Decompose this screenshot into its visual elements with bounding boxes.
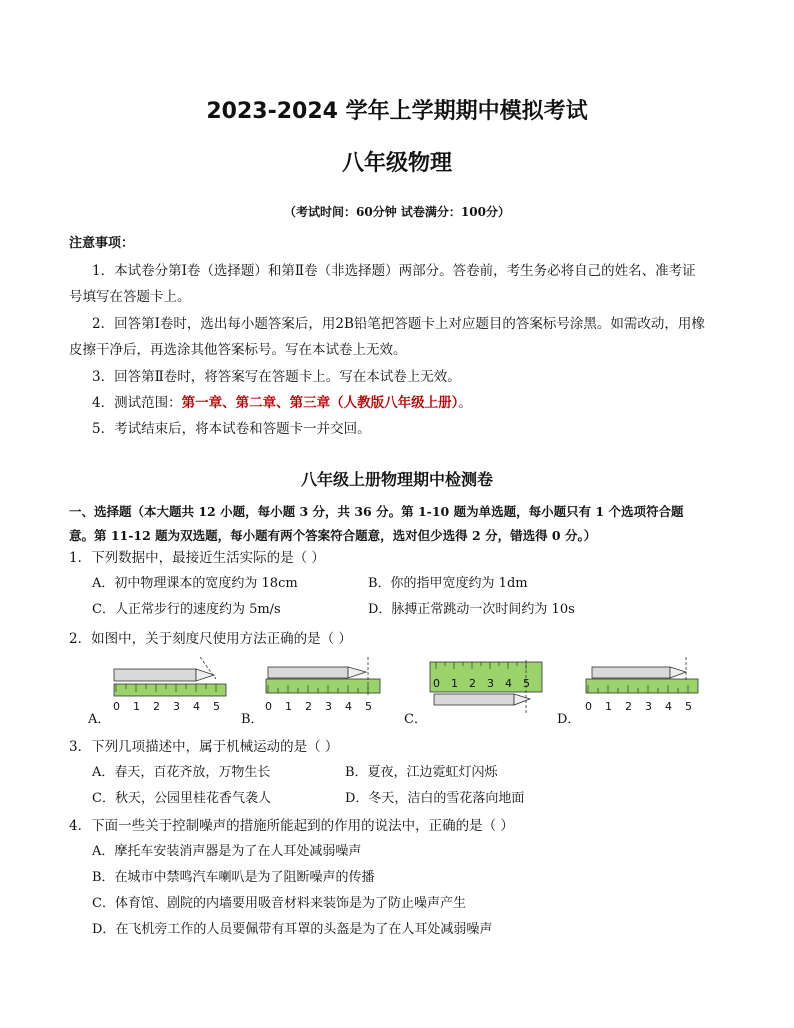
q4-option-c: C．体育馆、剧院的内墙要用吸音材料来装饰是为了防止噪声产生 (92, 896, 466, 911)
tick-label: 4 (193, 700, 200, 713)
section-instructions-1: 一、选择题（本大题共 12 小题，每小题 3 分，共 36 分。第 1-10 题为单选题，每小题只有 1 个选项符合题 (69, 504, 684, 519)
tick-label: 3 (173, 700, 180, 713)
q4-option-b: B．在城市中禁鸣汽车喇叭是为了阻断噪声的传播 (92, 870, 375, 885)
q2-stem: 2．如图中，关于刻度尺使用方法正确的是（ ） (69, 631, 352, 647)
q2-figure-d (582, 655, 702, 717)
ruler-body (266, 679, 380, 693)
tick-label: 0 (265, 700, 272, 713)
tick-label: 4 (345, 700, 352, 713)
q2-figure-d-label: D． (557, 712, 581, 727)
tick-label: 2 (469, 677, 476, 690)
tick-label: 1 (285, 700, 292, 713)
tick-label: 2 (305, 700, 312, 713)
object-body (434, 694, 514, 705)
tick-label: 1 (605, 700, 612, 713)
object-tip (514, 694, 530, 705)
tick-label: 5 (685, 700, 692, 713)
scope-suffix: 。 (458, 395, 472, 411)
q4-option-d: D．在飞机旁工作的人员要佩带有耳罩的头盔是为了在人耳处减弱噪声 (92, 922, 493, 937)
tick-label: 4 (505, 677, 512, 690)
object-tip (348, 667, 366, 678)
section-instructions-2: 意。第 11-12 题为双选题，每小题有两个答案符合题意，选对但少选得 2 分，错选得 0 分。） (69, 528, 597, 543)
note-line-5: 5．考试结束后，将本试卷和答题卡一并交回。 (92, 421, 371, 437)
q2-figure-b (262, 655, 384, 717)
q1-option-c: C．人正常步行的速度约为 5m/s (92, 602, 281, 617)
object-body (592, 667, 670, 678)
tick-label: 1 (451, 677, 458, 690)
subject-title: 八年级物理 (341, 151, 452, 176)
tick-label: 3 (325, 700, 332, 713)
tick-label: 0 (433, 677, 440, 690)
tick-label: 0 (585, 700, 592, 713)
q3-option-b: B．夏夜，江边霓虹灯闪烁 (345, 765, 498, 780)
tick-label: 5 (365, 700, 372, 713)
object-tip (670, 667, 686, 678)
exam-title: 2023-2024 学年上学期期中模拟考试 (206, 99, 588, 124)
q1-option-a: A．初中物理课本的宽度约为 18cm (92, 576, 298, 591)
q1-option-d: D．脉搏正常跳动一次时间约为 10s (368, 602, 575, 617)
tick-label: 3 (487, 677, 494, 690)
tick-label: 5 (523, 677, 530, 690)
q1-option-b: B．你的指甲宽度约为 1dm (368, 576, 528, 591)
tick-label: 3 (645, 700, 652, 713)
q3-option-a: A．春天，百花齐放，万物生长 (92, 765, 271, 780)
q2-figure-a-label: A． (88, 712, 111, 727)
tick-label: 4 (665, 700, 672, 713)
q3-stem: 3．下列几项描述中，属于机械运动的是（ ） (69, 739, 339, 755)
q2-figure-a (110, 655, 230, 717)
q1-stem: 1．下列数据中，最接近生活实际的是（ ） (69, 550, 325, 566)
section-title: 八年级上册物理期中检测卷 (300, 470, 493, 489)
tick-label: 2 (625, 700, 632, 713)
ruler-body (586, 679, 698, 693)
q3-option-c: C．秋天，公园里桂花香气袭人 (92, 791, 271, 806)
note-line-2: 2．回答第Ⅰ卷时，选出每小题答案后，用2B铅笔把答题卡上对应题目的答案标号涂黑。如需改动，用橡 (92, 316, 705, 332)
object-body (114, 669, 196, 681)
note-line-1: 1．本试卷分第Ⅰ卷（选择题）和第Ⅱ卷（非选择题）两部分。答卷前，考生务必将自己的姓名、准考证 (92, 263, 696, 279)
q2-figure-c-label: C． (404, 712, 427, 727)
ruler-body (114, 684, 226, 696)
note-line-1b: 号填写在答题卡上。 (69, 289, 191, 305)
tick-label: 2 (153, 700, 160, 713)
note-line-2b: 皮擦干净后，再选涂其他答案标号。写在本试卷上无效。 (69, 342, 407, 358)
tick-label: 0 (113, 700, 120, 713)
q3-option-d: D．冬天，洁白的雪花落向地面 (345, 791, 525, 806)
q2-figure-c (426, 658, 546, 716)
object-body (268, 667, 348, 678)
notes-heading: 注意事项： (69, 236, 135, 251)
note-line-4 (92, 391, 472, 411)
q4-stem: 4．下面一些关于控制噪声的措施所能起到的作用的说法中，正确的是（ ） (69, 818, 514, 834)
scope-prefix: 4．测试范围： (92, 395, 182, 411)
q4-option-a: A．摩托车安装消声器是为了在人耳处减弱噪声 (92, 844, 362, 859)
note-line-3: 3．回答第Ⅱ卷时，将答案写在答题卡上。写在本试卷上无效。 (92, 369, 461, 385)
tick-label: 5 (213, 700, 220, 713)
scope-range: 第一章、第二章、第三章（人教版八年级上册） (181, 395, 459, 411)
q2-figure-b-label: B． (241, 712, 264, 727)
tick-label: 1 (133, 700, 140, 713)
object-tip (196, 669, 214, 681)
exam-info: （考试时间：60分钟 试卷满分：100分） (284, 205, 510, 219)
